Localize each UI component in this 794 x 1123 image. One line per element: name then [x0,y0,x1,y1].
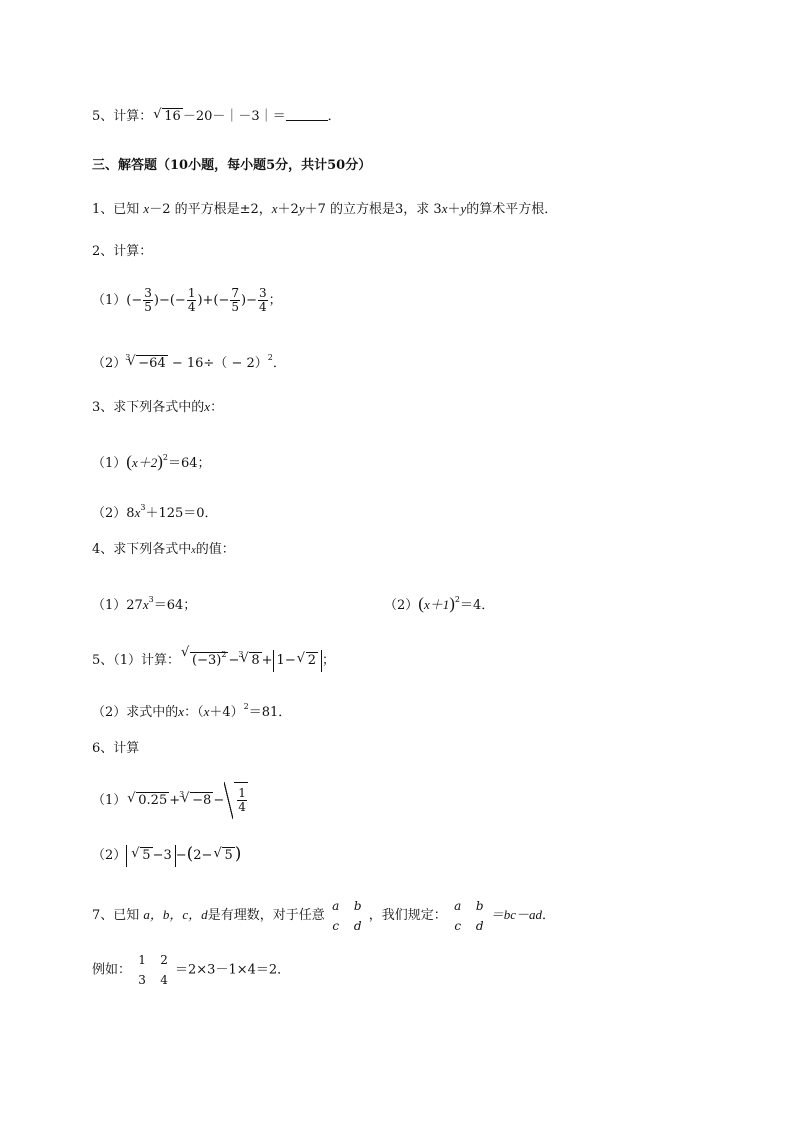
cube-root: √ 3 8 [240,652,261,670]
cube-root: √ 3 −64 [127,355,167,373]
problem-4-part-2: $(2)(x+1)^2=4$． [384,594,495,613]
problem-6-part-1: （1）√ 0.25 + √ 3 −8 − $\frac{1}{4}$ [92,782,248,819]
determinant: 1 2 3 4 [138,953,168,987]
question-5: 5、计算：√ 16 －20－｜－3｜＝ ． [92,108,341,126]
sqrt-16: √ 16 [153,108,183,126]
determinant: a b c d [332,898,362,933]
absolute-value: √ 5 −3 [126,845,175,867]
answer-blank[interactable] [286,109,328,121]
problem-2-part-1: （1）(− $\frac{3}{5}$ )−(− $\frac{1}{4}$ )+(− $\frac{7}{5}$ )− $\frac{3}{4}$ ； [92,286,282,314]
fraction: $\frac{3}{4}$ [259,286,267,314]
problem-5-part-1: 5、（1）计算：√ $(-3)^2$ − √ 3 8 + 1−√ 2 ； [92,646,335,672]
fraction: $\frac{3}{5}$ [144,286,152,314]
problem-2-part-2: （2） √ 3 $-64 - 16\div( - 2)^2$． [92,349,286,373]
problem-4-part-1: $(1)27x^3=64$； [92,595,197,613]
problem-2-title: 2、计算： [92,244,153,259]
problem-6-part-2: （2）√ 5 −3 −(2−√ 5 ) [92,845,241,867]
problem-1: 1、已知 x－2 的平方根是±2，x＋2y＋7 的立方根是3，求 3x＋y的算术平方根． [92,201,558,217]
problem-6-title: 6、计算 [92,741,140,756]
example: 例如： 1 2 3 4 ＝2×3－1×4＝2． [92,950,290,991]
problem-5-part-2: （2）求式中的x：$(x+4)^2=81$． [92,702,292,720]
problem-4-title: 4、求下列各式中x的值： [92,542,235,557]
fraction: $\frac{1}{4}$ [187,286,196,314]
sqrt: √ $(-3)^2$ [181,646,228,670]
problem-7: 7、已知 a，b，c，d是有理数，对于任意 a b c d ，我们规定： a b c d ＝bc－ad． [92,895,555,936]
cube-root: √ 3 −8 [181,783,213,819]
section-title: 三、解答题（10小题，每小题5分，共计50分） [92,158,372,173]
problem-3-title: 3、求下列各式中的x： [92,399,224,415]
sqrt-fraction: $\frac{1}{4}$ [224,782,248,819]
determinant: a b c d [454,898,484,933]
problem-3-part-2: $(2)8x^3+125=0$． [92,503,218,521]
problem-3-part-1: $(1)(x+2)^2=64$； [92,452,211,471]
fraction: $\frac{7}{5}$ [231,286,240,314]
sqrt: √ 0.25 [127,783,169,819]
absolute-value: 1−√ 2 [273,650,322,672]
